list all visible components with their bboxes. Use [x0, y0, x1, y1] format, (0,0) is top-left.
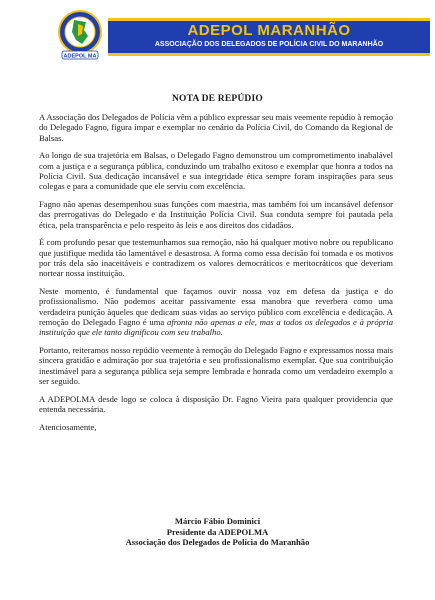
logo-caption: ADEPOL MA: [63, 53, 97, 60]
banner: [108, 18, 430, 56]
brand-subtitle: ASSOCIAÇÃO DOS DELEGADOS DE POLÍCIA CIVIL DO MARANHÃO: [154, 41, 384, 48]
paragraph-5-italic: afronta não apenas a ele, mas a todos os delegados e à própria instituição que ele tanto dignificou com seu trabalho.: [39, 317, 393, 338]
document-title: NOTA DE REPÚDIO: [172, 94, 263, 104]
paragraph-5: [39, 286, 393, 337]
signatory-role: Presidente da ADEPOLMA: [166, 526, 269, 537]
document-body: [39, 112, 393, 440]
paragraph-5-text: Neste momento, é fundamental que façamos ouvir nossa voz em defesa da justiça e do profissionalismo. Não podemos aceitar passivamente essa manobra que reverbera como uma verdadeira punição àqueles que dedicam suas vidas ao serviço público com excelência e dedicação. A remoção do Delegado Fagno é uma: [39, 286, 393, 328]
letterhead: [60, 6, 430, 60]
signatory-name: Márcio Fábio Dominici: [174, 516, 261, 526]
paragraph-7: A ADEPOLMA desde logo se coloca à disposição Dr. Fagno Vieira para qualquer providencia que entenda necessária.: [39, 393, 393, 415]
paragraph-2: Ao longo de sua trajetória em Balsas, o Delegado Fagno demonstrou um comprometimento inabalável com a justiça e a segurança pública, conduzindo um trabalho exitoso e exemplar que honra a todos na Polícia Civil. Sua dedicação incansável e sua integridade ética sempre foram inspirações para seus colegas e para a comunidade que ele serviu com excelência.: [39, 150, 393, 192]
paragraph-1: A Associação dos Delegados de Polícia vêm a público expressar seu mais veemente repúdio à remoção do Delegado Fagno, figura ímpar e exemplar no cenário da Polícia Civil, do Comando da Regional de Balsas.: [39, 112, 393, 143]
paragraph-4: É com profundo pesar que testemunhamos sua remoção, não há qualquer motivo nobre ou republicano que justifique medida tão lamentável e desastrosa. A forma como essa decisão foi tomada e os motivos por trás dela são inaceitáveis e contradizem os valores democráticos e meritocráticos que deveriam nortear nossa instituição.: [39, 237, 393, 279]
paragraph-3: Fagno não apenas desempenhou suas funções com maestria, mas também foi um incansável defensor das prerrogativas do Delegado e da Instituição Polícia Civil. Sua conduta sempre foi pautada pela ética, pela transparência e pelo respeito às leis e aos direitos dos cidadãos.: [39, 199, 393, 230]
closing: Atenciosamente,: [39, 421, 97, 432]
paragraph-6: Portanto, reiteramos nosso repúdio veemente à remoção do Delegado Fagno e expressamos nossa mais sincera gratidão e admiração por sua trajetória e seu profissionalismo exemplar. Que sua contribuição inestimável para a segurança pública seja sempre lembrada e honrada como um verdadeiro exemplo a ser seguido.: [39, 345, 393, 387]
adepol-shield-logo: [56, 10, 104, 60]
signature-block: [0, 516, 435, 548]
signatory-organization: Associação dos Delegados de Polícia do Maranhão: [125, 537, 310, 547]
brand-name: ADEPOL MARANHÃO: [187, 22, 351, 39]
